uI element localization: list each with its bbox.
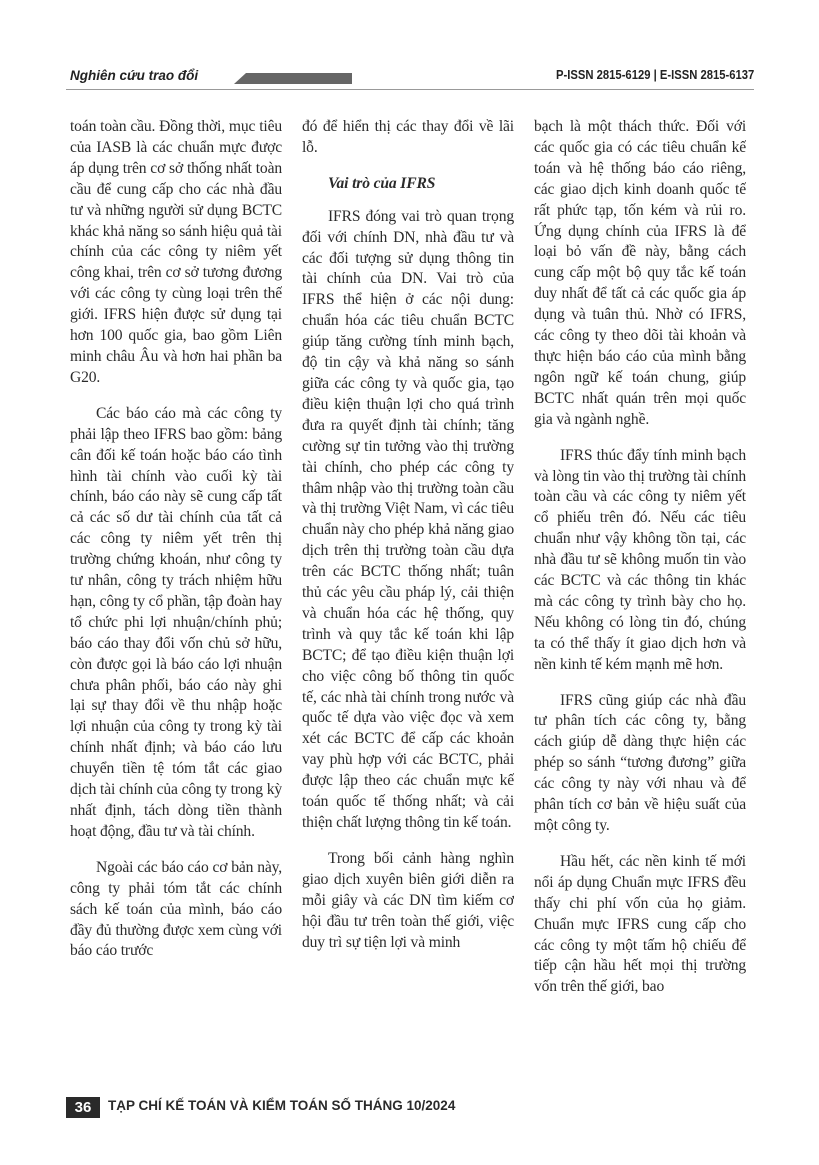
page-footer — [66, 1097, 766, 1121]
paragraph: IFRS cũng giúp các nhà đầu tư phân tích các công ty, bằng cách giúp dễ dàng thực hiện các phép so sánh “tương đương” giữa các công ty này với nhau và để phân tích cơ bản về hiệu suất của một công ty. — [534, 691, 746, 834]
paragraph: bạch là một thách thức. Đối với các quốc gia có các tiêu chuẩn kế toán và hệ thống báo cáo riêng, các giao dịch kinh doanh quốc tế rất phức tạp, tốn kém và rủi ro. Ứng dụng chính của IFRS là để loại bỏ vấn đề này, bằng cách cung cấp một bộ quy tắc kế toán duy nhất để tất cả các quốc gia áp dụng và tuân thủ. Nhờ có IFRS, các công ty theo dõi tài khoản và thực hiện báo cáo của mình bằng ngôn ngữ kế toán chung, giúp BCTC nhất quán trên mọi quốc gia và ngành nghề. — [534, 118, 746, 428]
page-number: 36 — [66, 1097, 100, 1118]
section-subheading: Vai trò của IFRS — [328, 174, 436, 192]
paragraph: toán toàn cầu. Đồng thời, mục tiêu của IASB là các chuẩn mực được áp dụng trên cơ sở thống nhất toàn cầu để cung cấp cho các nhà đầu tư và những người sử dụng BCTC khác khả năng so sánh hiệu quả tài chính của các công ty niêm yết công khai, trên cơ sở tương đương với các công ty cùng loại trên thế giới. IFRS hiện được sử dụng tại hơn 100 quốc gia, bao gồm Liên minh châu Âu và hơn hai phần ba G20. — [70, 118, 282, 386]
text-column-1 — [70, 117, 282, 1057]
journal-title: TẠP CHÍ KẾ TOÁN VÀ KIỂM TOÁN SỐ THÁNG 10/2024 — [108, 1098, 456, 1113]
header-divider — [66, 89, 754, 90]
page-header — [66, 66, 754, 90]
header-decor-bar — [234, 73, 352, 84]
paragraph: Các báo cáo mà các công ty phải lập theo IFRS bao gồm: bảng cân đối kế toán hoặc báo cáo tình hình tài chính vào cuối kỳ tài chính, báo cáo này sẽ cung cấp tất cả các số dư tài chính của tất cả các công ty niêm yết trên thị trường chứng khoán, như công ty tư nhân, công ty trách nhiệm hữu hạn, công ty cổ phần, tập đoàn hay tổ chức phi lợi nhuận/chính phủ; báo cáo thay đổi vốn chủ sở hữu, còn được gọi là báo cáo lợi nhuận chưa phân phối, báo cáo này ghi lại sự thay đổi về thu nhập hoặc lợi nhuận của công ty trong kỳ tài chính nhất định; và báo cáo lưu chuyển tiền tệ tóm tắt các giao dịch tài chính của công ty trong kỳ nhất định, tách dòng tiền thành hoạt động, đầu tư và tài chính. — [70, 404, 282, 840]
section-title: Nghiên cứu trao đổi — [70, 68, 199, 83]
paragraph: Ngoài các báo cáo cơ bản này, công ty phải tóm tắt các chính sách kế toán của mình, báo cáo đầy đủ thường được xem cùng với báo cáo trước — [70, 858, 282, 960]
paragraph: IFRS thúc đẩy tính minh bạch và lòng tin vào thị trường tài chính toàn cầu và các công ty niêm yết cổ phiếu trên đó. Nếu các tiêu chuẩn như vậy không tồn tại, các nhà đầu tư sẽ không muốn tin vào các BCTC và các thông tin khác mà các công ty trình bày cho họ. Nếu không có lòng tin đó, chúng ta có thể thấy ít giao dịch hơn và nền kinh tế kém mạnh mẽ hơn. — [534, 446, 746, 673]
paragraph: IFRS đóng vai trò quan trọng đối với chính DN, nhà đầu tư và các đối tượng sử dụng thông tin tài chính của DN. Vai trò của IFRS thể hiện ở các nội dung: chuẩn hóa các tiêu chuẩn BCTC giúp tăng cường tính minh bạch, độ tin cậy và khả năng so sánh giữa các công ty và quốc gia, tạo điều kiện thuận lợi cho quá trình đưa ra quyết định tài chính; tăng cường sự tin tưởng vào thị trường tài chính, cho phép các công ty thâm nhập vào thị trường toàn cầu và thị trường Việt Nam, vì các tiêu chuẩn này cho phép khả năng giao dịch trên thị trường toàn cầu dựa trên các BCTC thống nhất; tuân thủ các yêu cầu pháp lý, cải thiện và chuẩn hóa các hệ thống, quy trình và quy tắc kế toán khi lập BCTC; để tạo điều kiện thuận lợi cho việc công bố thông tin quốc tế, các nhà tài chính trong nước và quốc tế dựa vào việc đọc và xem xét các BCTC để cấp các khoản vay phù hợp với các BCTC, phải được lập theo các chuẩn mực kế toán quốc tế thống nhất; và cải thiện chất lượng thông tin kế toán. — [302, 207, 514, 831]
paragraph: Trong bối cảnh hàng nghìn giao dịch xuyên biên giới diễn ra mỗi giây và các DN tìm kiếm cơ hội đầu tư trên toàn thế giới, việc duy trì sự tiện lợi và minh — [302, 849, 514, 951]
text-column-2 — [302, 117, 514, 1057]
text-column-3 — [534, 117, 746, 1057]
issn-label: P-ISSN 2815-6129 | E-ISSN 2815-6137 — [555, 68, 754, 82]
paragraph: Hầu hết, các nền kinh tế mới nổi áp dụng Chuẩn mực IFRS đều thấy chi phí vốn của họ giảm. Chuẩn mực IFRS cung cấp cho các công ty một tấm hộ chiếu để tiếp cận hầu hết mọi thị trường vốn trên thế giới, bao — [534, 852, 746, 996]
paragraph: đó để hiển thị các thay đổi về lãi lỗ. — [302, 118, 514, 156]
